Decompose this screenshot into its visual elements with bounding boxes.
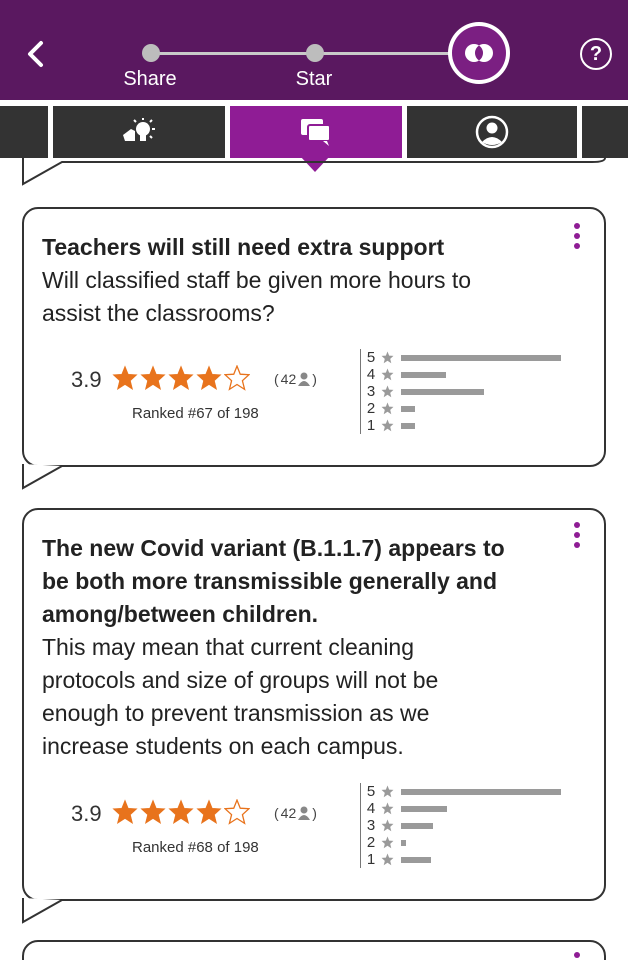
star-filled-icon[interactable]: [112, 365, 138, 391]
distribution-bar: [401, 840, 406, 846]
card-1-body: Will classified staff be given more hours to assist the classrooms?: [42, 267, 472, 326]
distribution-bar: [401, 389, 484, 395]
distribution-bar: [401, 423, 415, 429]
distribution-bar: [401, 806, 447, 812]
card-2-rating-distribution: [360, 783, 590, 868]
distribution-row: [361, 800, 590, 817]
distribution-bar: [401, 789, 561, 795]
distribution-level: 5: [366, 783, 376, 800]
small-star-icon: [381, 819, 397, 832]
tab-profile[interactable]: [407, 106, 577, 158]
distribution-row: [361, 417, 590, 434]
star-empty-icon[interactable]: [224, 365, 250, 391]
distribution-row: [361, 851, 590, 868]
distribution-row: [361, 817, 590, 834]
overlap-circles-icon: [462, 42, 496, 64]
card-2-title: The new Covid variant (B.1.1.7) appears to be both more transmissible generally and among/between children.: [42, 535, 505, 627]
distribution-row: [361, 349, 590, 366]
step-star-label: Star: [295, 68, 333, 90]
distribution-row: [361, 366, 590, 383]
tab-edge-left: [0, 106, 48, 158]
small-star-icon: [381, 802, 397, 815]
top-bar: [0, 0, 628, 100]
star-filled-icon[interactable]: [196, 365, 222, 391]
chat-bubbles-icon: [299, 117, 333, 147]
distribution-level: 2: [366, 834, 376, 851]
distribution-row: [361, 400, 590, 417]
distribution-level: 4: [366, 366, 376, 383]
small-star-icon: [381, 836, 397, 849]
distribution-level: 3: [366, 383, 376, 400]
card-2-rating-value: 3.9: [71, 801, 102, 826]
card-2-vote-count: ( 42 ): [274, 805, 317, 821]
card-1-star-rating[interactable]: [112, 365, 250, 391]
small-star-icon: [381, 853, 397, 866]
star-filled-icon[interactable]: [196, 799, 222, 825]
tab-ideas[interactable]: [53, 106, 225, 158]
card-1-rating-value: 3.9: [71, 367, 102, 392]
distribution-bar: [401, 372, 446, 378]
star-filled-icon[interactable]: [140, 365, 166, 391]
distribution-row: [361, 783, 590, 800]
previous-card-tail: [22, 158, 606, 186]
lightbulb-icon: [121, 117, 157, 147]
distribution-level: 5: [366, 349, 376, 366]
profile-icon: [475, 115, 509, 149]
card-2-ranked: Ranked #68 of 198: [132, 839, 259, 856]
help-button[interactable]: [580, 38, 612, 70]
distribution-bar: [401, 857, 431, 863]
card-1-ranked: Ranked #67 of 198: [132, 405, 259, 422]
distribution-bar: [401, 355, 561, 361]
star-filled-icon[interactable]: [112, 799, 138, 825]
question-icon: ?: [589, 42, 603, 65]
chevron-left-icon: [26, 40, 44, 68]
step-star-dot[interactable]: [306, 44, 324, 62]
distribution-row: [361, 383, 590, 400]
distribution-level: 1: [366, 851, 376, 868]
star-filled-icon[interactable]: [140, 799, 166, 825]
small-star-icon: [381, 402, 397, 415]
distribution-bar: [401, 823, 433, 829]
small-star-icon: [381, 385, 397, 398]
small-star-icon: [381, 368, 397, 381]
small-star-icon: [381, 785, 397, 798]
card-1-vote-count: ( 42 ): [274, 371, 317, 387]
distribution-level: 2: [366, 400, 376, 417]
card-1-title: Teachers will still need extra support: [42, 234, 445, 260]
tab-discussions[interactable]: [230, 106, 402, 158]
star-filled-icon[interactable]: [168, 365, 194, 391]
back-button[interactable]: [20, 38, 50, 70]
card-2-tail: [22, 898, 82, 924]
tab-bar: [0, 100, 628, 158]
step-share-dot[interactable]: [142, 44, 160, 62]
card-3-more-button[interactable]: [574, 952, 582, 960]
tab-edge-right: [582, 106, 628, 158]
step-combine-active[interactable]: [448, 22, 510, 84]
distribution-level: 1: [366, 417, 376, 434]
card-1-rating-distribution: [360, 349, 590, 434]
card-2-body: This may mean that current cleaning protocols and size of groups will not be enough to prevent transmission as we increase students on each campus.: [42, 634, 439, 759]
distribution-row: [361, 834, 590, 851]
step-share-label: Share: [123, 68, 177, 90]
idea-card-3-partial[interactable]: [22, 940, 606, 960]
distribution-bar: [401, 406, 415, 412]
star-filled-icon[interactable]: [168, 799, 194, 825]
person-icon: [298, 372, 310, 386]
idea-card-1[interactable]: [22, 207, 606, 467]
distribution-level: 3: [366, 817, 376, 834]
small-star-icon: [381, 419, 397, 432]
idea-card-2[interactable]: [22, 508, 606, 901]
distribution-level: 4: [366, 800, 376, 817]
card-2-more-button[interactable]: [574, 522, 582, 548]
small-star-icon: [381, 351, 397, 364]
star-empty-icon[interactable]: [224, 799, 250, 825]
card-2-star-rating[interactable]: [112, 799, 250, 825]
card-1-more-button[interactable]: [574, 223, 582, 249]
person-icon: [298, 806, 310, 820]
card-1-tail: [22, 464, 82, 490]
